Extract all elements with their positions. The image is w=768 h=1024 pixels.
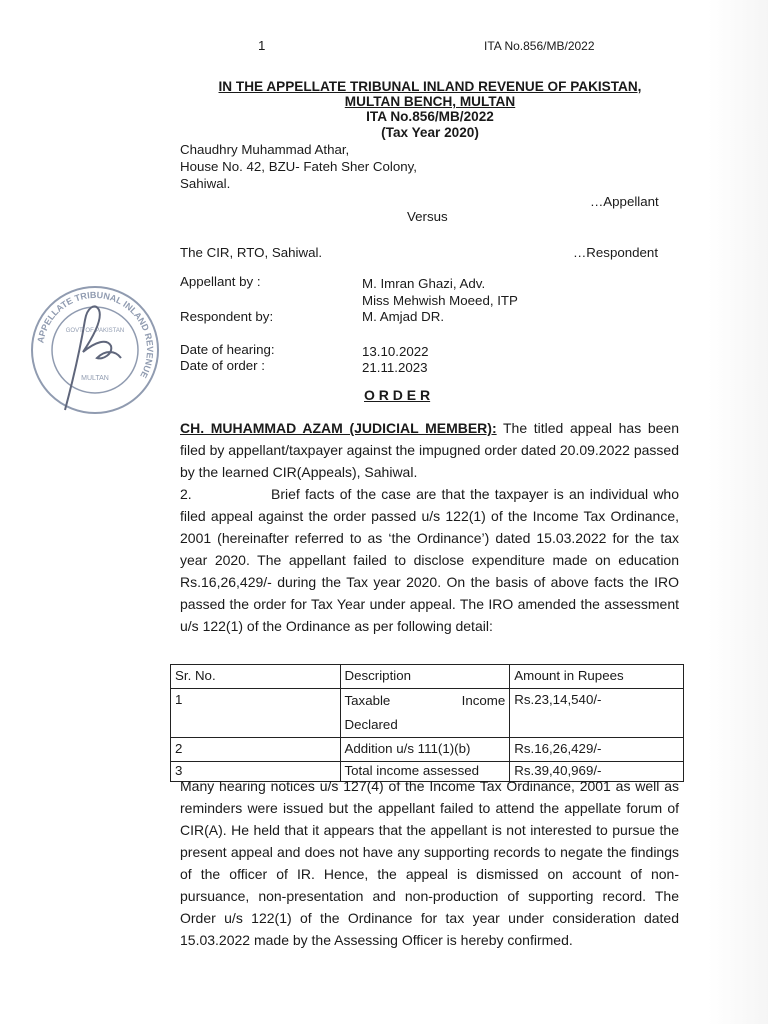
assessment-table <box>170 664 684 782</box>
scan-shadow <box>708 0 768 1024</box>
table-cell-description: Addition u/s 111(1)(b) <box>340 738 510 762</box>
appellant-address-1: House No. 42, BZU- Fateh Sher Colony, <box>180 159 417 174</box>
tribunal-title: IN THE APPELLATE TRIBUNAL INLAND REVENUE OF PAKISTAN, <box>218 79 642 94</box>
versus: Versus <box>407 209 448 224</box>
stamp-inner-text: GOVT. OF PAKISTAN <box>65 328 125 334</box>
paragraph-1-text: The titled appeal has been filed by appellant/taxpayer against the impugned order dated 20.09.2022 passed by the learned CIR(Appeals), Sahiwal. <box>180 420 679 480</box>
stamp-bottom-text: MULTAN <box>81 375 109 382</box>
bench-title: MULTAN BENCH, MULTAN <box>344 94 516 109</box>
table-header: Amount in Rupees <box>510 665 684 689</box>
case-number: ITA No.856/MB/2022 <box>366 109 494 124</box>
table-header-row <box>171 665 684 689</box>
stamp-ring-text: APPELLATE TRIBUNAL INLAND REVENUE <box>35 289 156 380</box>
paragraph-2-text: Brief facts of the case are that the taxpayer is an individual who filed appeal against the order passed u/s 122(1) of the Income Tax Ordinance, 2001 (hereinafter referred to as ‘the Ordinance’) dated 15.03.2022 for the tax year 2020. The appellant failed to disclose expenditure made on education Rs.16,26,429/- during the Tax year 2020. On the basis of above facts the IRO passed the order for Tax Year under appeal. The IRO amended the assessment u/s 122(1) of the Ordinance as per following detail: <box>180 486 679 634</box>
table-cell-desc-word: Income <box>461 693 506 708</box>
judicial-member-lead: CH. MUHAMMAD AZAM (JUDICIAL MEMBER): <box>180 420 497 436</box>
signature <box>65 306 121 410</box>
paragraph-2-number: 2. <box>180 486 192 502</box>
page-number: 1 <box>258 38 266 53</box>
appellant-by-label: Appellant by : <box>180 274 261 289</box>
respondent-by-label: Respondent by: <box>180 309 274 324</box>
table-cell-amount: Rs.39,40,969/- <box>510 762 684 782</box>
table-cell-description <box>340 689 510 738</box>
table-cell-sr: 1 <box>171 689 341 738</box>
table-row <box>171 738 684 762</box>
table-cell-desc-word: Declared <box>344 717 398 732</box>
tribunal-stamp <box>25 280 165 420</box>
order-date: 21.11.2023 <box>362 360 428 375</box>
appellant-role: …Appellant <box>590 194 659 209</box>
appellant-counsel-2: Miss Mehwish Moeed, ITP <box>362 293 518 308</box>
appellant-address-2: Sahiwal. <box>180 176 231 191</box>
paragraph-2 <box>180 483 679 637</box>
respondent-representative: M. Amjad DR. <box>362 309 445 324</box>
paragraph-1 <box>180 417 679 483</box>
table-cell-description: Total income assessed <box>340 762 510 782</box>
table-header: Sr. No. <box>171 665 341 689</box>
table-cell-amount: Rs.16,26,429/- <box>510 738 684 762</box>
tax-year: (Tax Year 2020) <box>381 125 479 140</box>
respondent-name: The CIR, RTO, Sahiwal. <box>180 245 323 260</box>
header-case-ref: ITA No.856/MB/2022 <box>484 39 595 53</box>
hearing-date-label: Date of hearing: <box>180 342 275 357</box>
table-row <box>171 689 684 738</box>
table-cell-desc-word: Taxable <box>344 693 391 708</box>
table-cell-amount: Rs.23,14,540/- <box>510 689 684 738</box>
hearing-date: 13.10.2022 <box>362 344 429 359</box>
order-date-label: Date of order : <box>180 358 265 373</box>
respondent-role: …Respondent <box>573 245 659 260</box>
table-cell-sr: 2 <box>171 738 341 762</box>
table-cell-sr: 3 <box>171 762 341 782</box>
appellant-counsel-1: M. Imran Ghazi, Adv. <box>362 276 486 291</box>
paragraph-3: Many hearing notices u/s 127(4) of the Income Tax Ordinance, 2001 as well as reminders were issued but the appellant failed to attend the appellate forum of CIR(A). He held that it appears that the appellant is not interested to pursue the present appeal and does not have any supporting records to negate the findings of the officer of IR. Hence, the appeal is dismissed on account of non-pursuance, non-presentation and non-production of supporting record. The Order u/s 122(1) of the Ordinance for tax year under consideration dated 15.03.2022 made by the Assessing Officer is hereby confirmed. <box>180 778 679 948</box>
appellant-name: Chaudhry Muhammad Athar, <box>180 142 350 157</box>
table-header: Description <box>340 665 510 689</box>
order-heading: O R D E R <box>364 387 431 403</box>
